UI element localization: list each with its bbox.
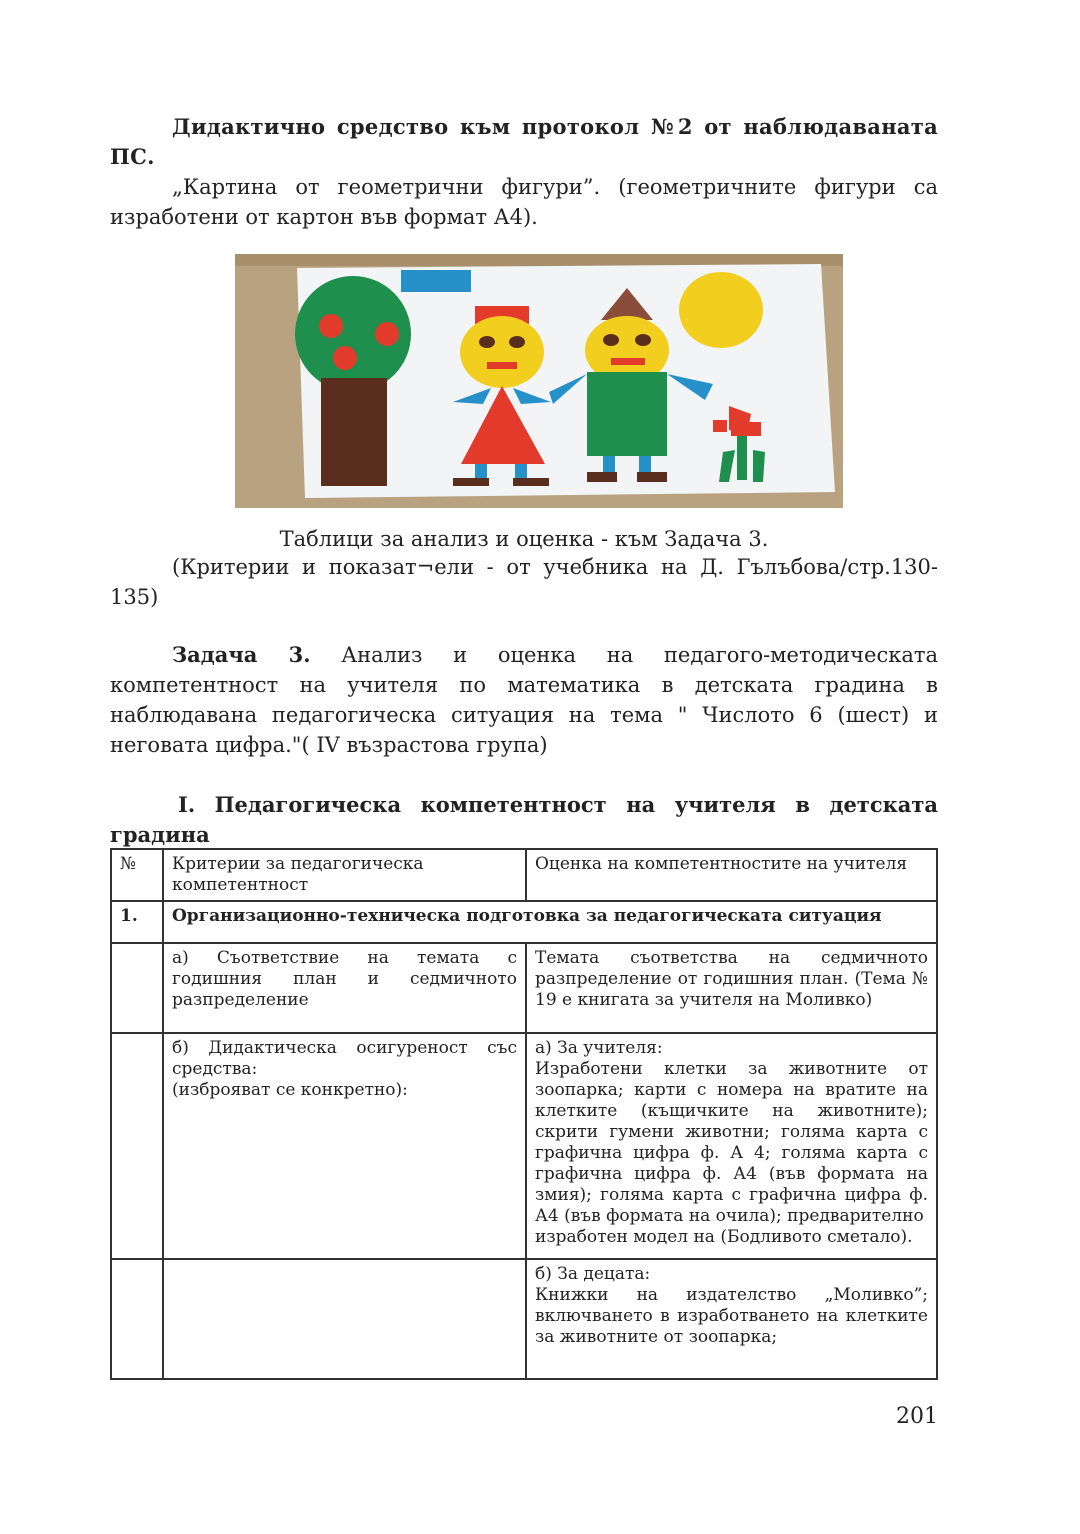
section-number: 1. [111,901,163,943]
section-row [111,901,937,943]
page-number: 201 [896,1404,938,1429]
criteria-cell [163,1259,526,1379]
competence-table [110,848,938,1380]
header-assessment: Оценка на компетентностите на учителя [526,849,937,901]
header-criteria: Критерии за педагогическа компетентност [163,849,526,901]
assessment-last-line: изработен модел на (Бодливото сметало). [535,1227,913,1247]
assessment-text: Книжки на издателство „Моливко”; включването в изработването на клетките за животните от зоопарка; [535,1285,928,1347]
geometric-shapes-photo [235,254,843,508]
table-row [111,1033,937,1259]
assessment-cell: Темата съответства на седмичното разпределение от годишния план. (Тема № 19 е книгата за учителя на Моливко) [526,943,937,1033]
assessment-title: а) За учителя: [535,1038,663,1058]
section-heading: Организационно-техническа подготовка за педагогическата ситуация [163,901,937,943]
row-number-cell [111,943,163,1033]
criteria-cell: а) Съответствие на темата с годишния план и седмичното разпределение [163,943,526,1033]
tables-caption: Таблици за анализ и оценка - към Задача 3. [279,527,769,551]
row-number-cell [111,1259,163,1379]
row-number-cell [111,1033,163,1259]
criteria-cell [163,1033,526,1259]
criteria-source-note: (Критерии и показат¬ели - от учебника на Д. Гълъбова/стр.130-135) [110,555,938,609]
assessment-cell [526,1033,937,1259]
assessment-text: Изработени клетки за животните от зоопарка; карти с номера на вратите на клетките (къщичките на животните); скрити гумени животни; голяма карта с графична цифра ф. А 4; голяма карта с графична цифра ф. А4 (във формата на змия); голяма карта с графична цифра ф. А4 (във формата на очила); предварително [535,1059,928,1226]
section-title: I. Педагогическа компетентност на учителя в детската градина [110,792,938,847]
table-row [111,1259,937,1379]
task-text: Анализ и оценка на педагого-методическата компетентност на учителя по математика в детската градина в наблюдавана педагогическа ситуация на тема " Числото 6 (шест) и неговата цифра."( IV възрастова група) [110,643,938,757]
task-paragraph [110,640,938,760]
task-label: Задача 3. [172,642,311,667]
table-row [111,943,937,1033]
intro-paragraph: „Картина от геометрични фигури”. (геометричните фигури са изработени от картон във формат А4). [110,175,938,229]
page-heading: Дидактично средство към протокол №2 от наблюдаваната ПС. [110,114,938,169]
assessment-cell [526,1259,937,1379]
table-header-row [111,849,937,901]
header-number: № [111,849,163,901]
assessment-title: б) За децата: [535,1264,651,1284]
criteria-main-text: б) Дидактическа осигуреност със средства: [172,1038,517,1079]
criteria-sub-text: (изброяват се конкретно): [172,1080,408,1100]
